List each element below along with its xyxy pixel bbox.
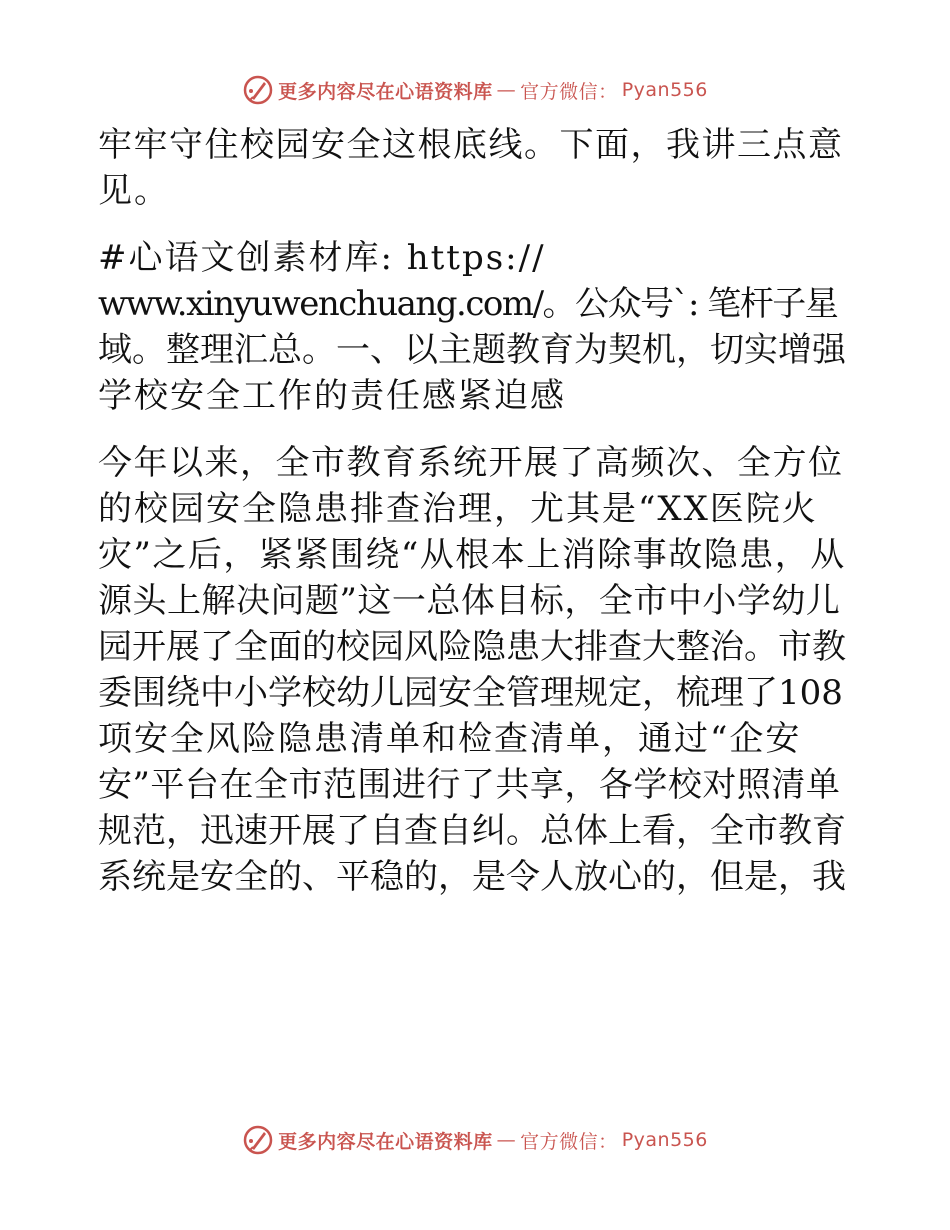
text-line: #心语文创素材库: https:// <box>98 238 546 278</box>
text-line: 学校安全工作的责任感紧迫感 <box>98 376 566 416</box>
body-text <box>98 122 858 900</box>
text-line: 域。整理汇总。一、以主题教育为契机，切实增强 <box>98 330 846 370</box>
text-line: 的校园安全隐患排查治理，尤其是“XX医院火 <box>98 489 818 529</box>
text-line: 园开展了全面的校园风险隐患大排查大整治。市教 <box>98 627 846 667</box>
watermark-separator: — <box>496 1129 517 1151</box>
footer-watermark <box>0 1120 950 1160</box>
quill-pen-logo-icon <box>242 1124 274 1156</box>
text-line: 牢牢守住校园安全这根底线。下面，我讲三点意 <box>98 125 844 165</box>
text-line: 系统是安全的、平稳的，是令人放心的，但是，我 <box>98 857 846 897</box>
watermark-wechat-label: 官方微信： <box>520 80 618 103</box>
header-watermark <box>0 70 950 110</box>
watermark-separator: — <box>496 79 517 101</box>
text-line: www.xinyuwenchuang.com/。公众号`: 笔杆子星 <box>98 284 838 324</box>
watermark-wechat-id: Pyan556 <box>621 1129 708 1151</box>
quill-pen-logo-icon <box>242 74 274 106</box>
text-line: 源头上解决问题”这一总体目标，全市中小学幼儿 <box>98 581 841 621</box>
text-line: 灾”之后，紧紧围绕“从根本上消除事故隐患，从 <box>98 535 846 575</box>
text-line: 安”平台在全市范围进行了共享，各学校对照清单 <box>98 765 841 805</box>
text-line: 见。 <box>98 171 170 211</box>
watermark-wechat-label: 官方微信： <box>520 1130 618 1153</box>
watermark-wechat-id: Pyan556 <box>621 79 708 101</box>
text-line: 今年以来，全市教育系统开展了高频次、全方位 <box>98 443 844 483</box>
text-line: 项安全风险隐患清单和检查清单，通过“企安 <box>98 719 802 759</box>
text-line: 委围绕中小学校幼儿园安全管理规定，梳理了108 <box>98 673 843 713</box>
text-line: 规范，迅速开展了自查自纠。总体上看，全市教育 <box>98 811 846 851</box>
watermark-text: 更多内容尽在心语资料库 <box>278 80 493 103</box>
watermark-text: 更多内容尽在心语资料库 <box>278 1130 493 1153</box>
